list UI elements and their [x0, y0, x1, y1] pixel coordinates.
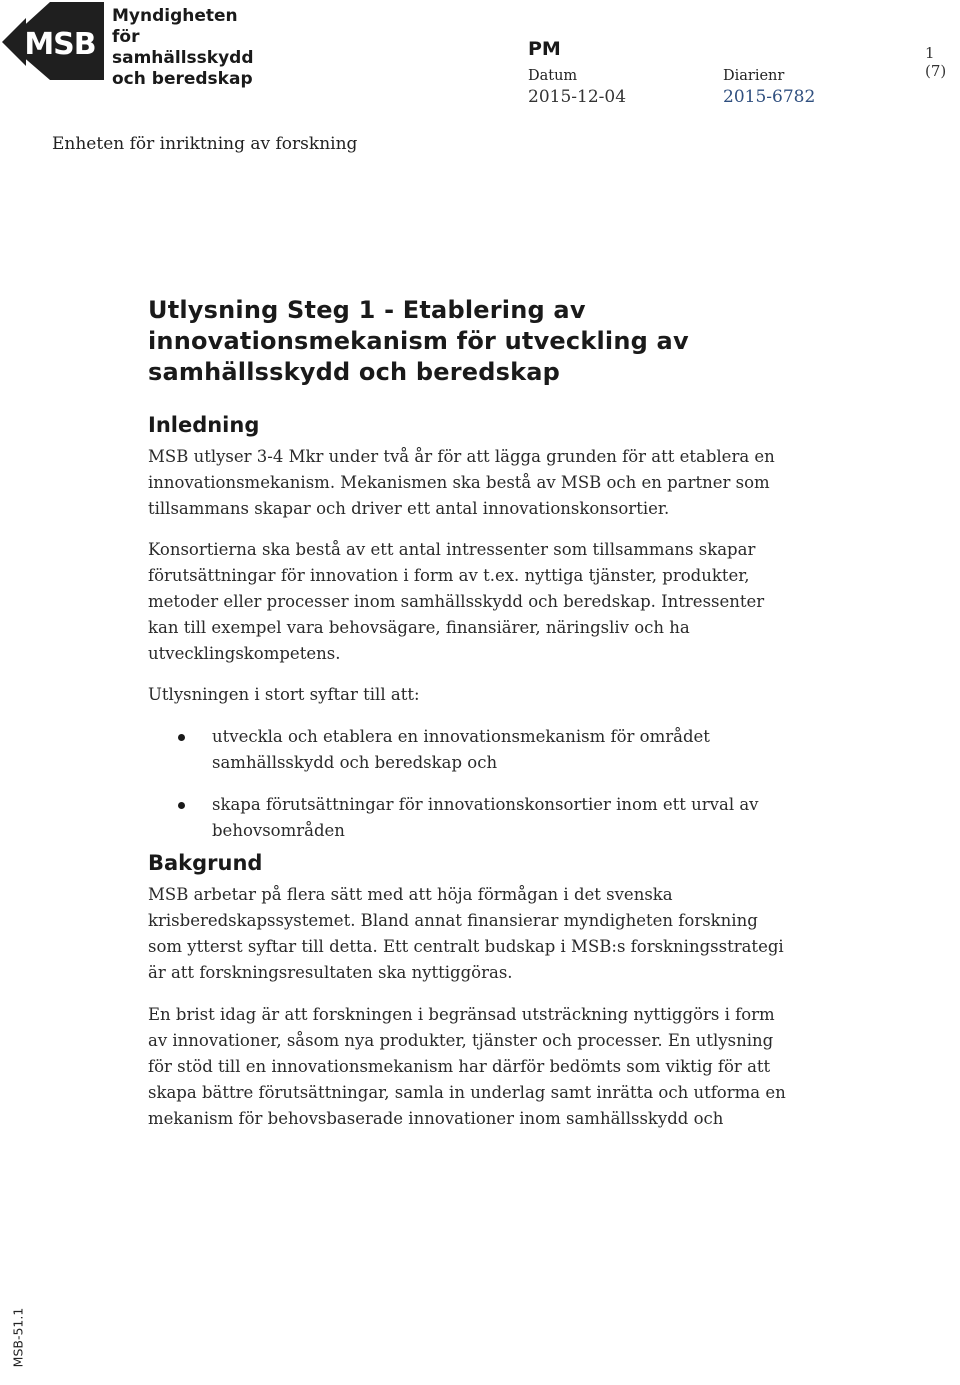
- paragraph: MSB arbetar på flera sätt med att höja förmågan i det svenska krisberedskapssystemet. Bland annat finansierar myndigheten forskning som ytterst syftar till detta. Ett centralt budskap i MSB:s forskningsstrategi är att forskningsresultaten ska nyttiggöras.: [148, 885, 784, 982]
- paragraph: Utlysningen i stort syftar till att:: [148, 685, 420, 704]
- diary-value: 2015-6782: [723, 87, 816, 107]
- form-code: MSB-51.1: [10, 1307, 26, 1368]
- paragraph: MSB utlyser 3-4 Mkr under två år för att lägga grunden för att etablera en innovationsmekanism. Mekanismen ska bestå av MSB och en partner som tillsammans skapar och driver ett antal innovationskonsortier.: [148, 447, 775, 518]
- section-heading-inledning: Inledning: [148, 413, 260, 437]
- msb-logo-mark-icon: [0, 0, 108, 84]
- msb-logo: [0, 0, 254, 100]
- list-item: utveckla och etablera en innovationsmekanism för området samhällsskydd och beredskap och: [148, 724, 788, 776]
- page-number: 1 (7): [925, 44, 947, 80]
- document-type: PM: [528, 38, 561, 60]
- date-label: Datum: [528, 68, 578, 84]
- purpose-list: [148, 724, 788, 844]
- date-value: 2015-12-04: [528, 87, 627, 107]
- paragraph: Konsortierna ska bestå av ett antal intressenter som tillsammans skapar förutsättningar för innovation i form av t.ex. nyttiga tjänster, produkter, metoder eller processer inom samhällsskydd och beredskap. Intressenter kan till exempel vara behovsägare, finansiärer, näringsliv och ha utvecklingskompetens.: [148, 540, 765, 663]
- paragraph: En brist idag är att forskningen i begränsad utsträckning nyttiggörs i form av innovationer, såsom nya produkter, tjänster och processer. En utlysning för stöd till en innovationsmekanism har därför bedömts som viktig för att skapa bättre förutsättningar, samla in underlag samt inrätta och utforma en mekanism för behovsbaserade innovationer inom samhällsskydd och: [148, 1005, 786, 1128]
- svg-text:MSB: MSB: [24, 27, 96, 62]
- logo-wordmark: Myndigheten för samhällsskydd och beredskap: [112, 6, 254, 89]
- organizational-unit: Enheten för inriktning av forskning: [52, 134, 358, 154]
- bullet-icon: [178, 734, 185, 741]
- list-item: skapa förutsättningar för innovationskonsortier inom ett urval av behovsområden: [148, 792, 788, 844]
- document-body: [148, 295, 788, 1132]
- diary-label: Diarienr: [723, 68, 785, 84]
- bullet-icon: [178, 802, 185, 809]
- section-heading-bakgrund: Bakgrund: [148, 851, 263, 875]
- document-title: Utlysning Steg 1 - Etablering av innovationsmekanism för utveckling av samhällsskydd och beredskap: [148, 296, 689, 386]
